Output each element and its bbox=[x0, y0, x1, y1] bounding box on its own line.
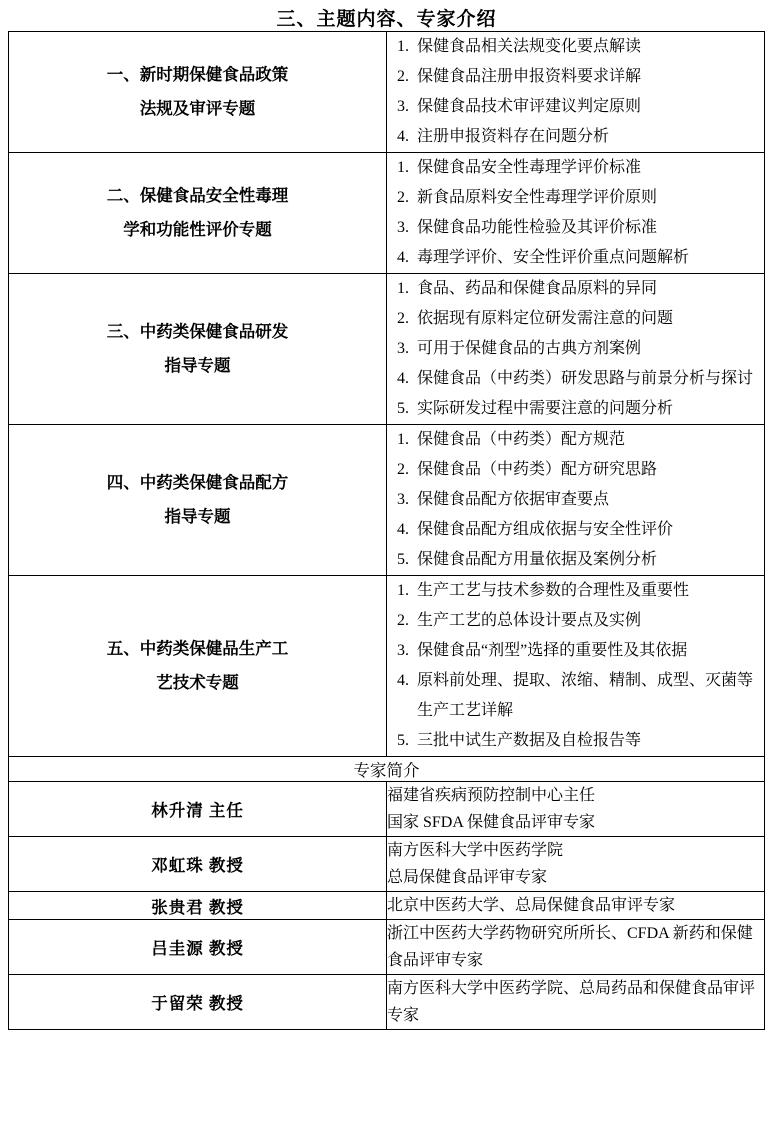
topic-item-list bbox=[387, 576, 764, 756]
list-item: 2. 保健食品注册申报资料要求详解 bbox=[413, 62, 764, 92]
list-item: 1. 生产工艺与技术参数的合理性及重要性 bbox=[413, 576, 764, 606]
expert-name: 张贵君 教授 bbox=[9, 892, 387, 920]
expert-description bbox=[387, 920, 765, 975]
topic-item-list bbox=[387, 274, 764, 424]
expert-description-line: 福建省疾病预防控制中心主任 bbox=[387, 787, 596, 804]
topic-heading-line: 四、中药类保健食品配方 bbox=[106, 473, 289, 492]
expert-description bbox=[387, 837, 765, 892]
expert-description-line: 南方医科大学中医药学院、总局药品和保健食品审评专家 bbox=[387, 980, 756, 1024]
list-item: 3. 可用于保健食品的古典方剂案例 bbox=[413, 334, 764, 364]
expert-name: 邓虹珠 教授 bbox=[9, 837, 387, 892]
topic-heading bbox=[9, 32, 387, 153]
list-item: 1. 保健食品相关法规变化要点解读 bbox=[413, 32, 764, 62]
table-row bbox=[9, 153, 765, 274]
list-item: 5. 三批中试生产数据及自检报告等 bbox=[413, 726, 764, 756]
topic-heading bbox=[9, 274, 387, 425]
expert-description bbox=[387, 892, 765, 920]
expert-description-line: 浙江中医药大学药物研究所所长、CFDA 新药和保健食品评审专家 bbox=[387, 925, 753, 969]
topic-heading-line: 三、中药类保健食品研发 bbox=[106, 322, 289, 341]
topic-items bbox=[387, 274, 765, 425]
topic-heading bbox=[9, 576, 387, 757]
table-row bbox=[9, 274, 765, 425]
topic-item-list bbox=[387, 32, 764, 152]
list-item: 4. 保健食品配方组成依据与安全性评价 bbox=[413, 515, 764, 545]
list-item: 1. 食品、药品和保健食品原料的异同 bbox=[413, 274, 764, 304]
topic-heading-line: 学和功能性评价专题 bbox=[123, 220, 272, 239]
topic-heading bbox=[9, 153, 387, 274]
topic-heading-line: 一、新时期保健食品政策 bbox=[106, 65, 289, 84]
list-item: 3. 保健食品“剂型”选择的重要性及其依据 bbox=[413, 636, 764, 666]
course-outline-table bbox=[8, 4, 765, 1030]
list-item: 4. 毒理学评价、安全性评价重点问题解析 bbox=[413, 243, 764, 273]
table-row bbox=[9, 32, 765, 153]
topic-items bbox=[387, 153, 765, 274]
list-item: 4. 原料前处理、提取、浓缩、精制、成型、灭菌等生产工艺详解 bbox=[413, 666, 764, 726]
topic-item-list bbox=[387, 153, 764, 273]
table-row bbox=[9, 757, 765, 782]
list-item: 3. 保健食品技术审评建议判定原则 bbox=[413, 92, 764, 122]
topic-heading-line: 法规及审评专题 bbox=[139, 99, 256, 118]
expert-description-line: 总局保健食品评审专家 bbox=[387, 869, 548, 886]
table-row bbox=[9, 975, 765, 1030]
list-item: 3. 保健食品配方依据审查要点 bbox=[413, 485, 764, 515]
table-title-row bbox=[9, 4, 765, 32]
topic-items bbox=[387, 425, 765, 576]
list-item: 2. 依据现有原料定位研发需注意的问题 bbox=[413, 304, 764, 334]
table-row bbox=[9, 837, 765, 892]
list-item: 1. 保健食品（中药类）配方规范 bbox=[413, 425, 764, 455]
expert-name: 于留荣 教授 bbox=[9, 975, 387, 1030]
list-item: 5. 实际研发过程中需要注意的问题分析 bbox=[413, 394, 764, 424]
table-row bbox=[9, 425, 765, 576]
topic-heading-line: 五、中药类保健品生产工 bbox=[106, 639, 289, 658]
expert-description-line: 国家 SFDA 保健食品评审专家 bbox=[387, 814, 596, 831]
list-item: 2. 生产工艺的总体设计要点及实例 bbox=[413, 606, 764, 636]
page-title: 三、主题内容、专家介绍 bbox=[9, 4, 765, 32]
table-row bbox=[9, 782, 765, 837]
expert-description-line: 北京中医药大学、总局保健食品审评专家 bbox=[387, 897, 676, 914]
topic-heading-line: 指导专题 bbox=[164, 356, 231, 375]
topic-heading bbox=[9, 425, 387, 576]
table-row bbox=[9, 576, 765, 757]
expert-description bbox=[387, 975, 765, 1030]
list-item: 2. 新食品原料安全性毒理学评价原则 bbox=[413, 183, 764, 213]
expert-name: 吕圭源 教授 bbox=[9, 920, 387, 975]
topic-item-list bbox=[387, 425, 764, 575]
list-item: 2. 保健食品（中药类）配方研究思路 bbox=[413, 455, 764, 485]
list-item: 5. 保健食品配方用量依据及案例分析 bbox=[413, 545, 764, 575]
topic-heading-line: 二、保健食品安全性毒理 bbox=[106, 186, 289, 205]
topic-heading-line: 指导专题 bbox=[164, 507, 231, 526]
list-item: 4. 保健食品（中药类）研发思路与前景分析与探讨 bbox=[413, 364, 764, 394]
topic-items bbox=[387, 576, 765, 757]
list-item: 3. 保健食品功能性检验及其评价标准 bbox=[413, 213, 764, 243]
expert-description bbox=[387, 782, 765, 837]
topic-heading-line: 艺技术专题 bbox=[156, 673, 239, 692]
expert-name: 林升清 主任 bbox=[9, 782, 387, 837]
list-item: 1. 保健食品安全性毒理学评价标准 bbox=[413, 153, 764, 183]
table-row bbox=[9, 920, 765, 975]
table-row bbox=[9, 892, 765, 920]
experts-section-title: 专家简介 bbox=[9, 757, 765, 782]
expert-description-line: 南方医科大学中医药学院 bbox=[387, 842, 564, 859]
list-item: 4. 注册申报资料存在问题分析 bbox=[413, 122, 764, 152]
topic-items bbox=[387, 32, 765, 153]
